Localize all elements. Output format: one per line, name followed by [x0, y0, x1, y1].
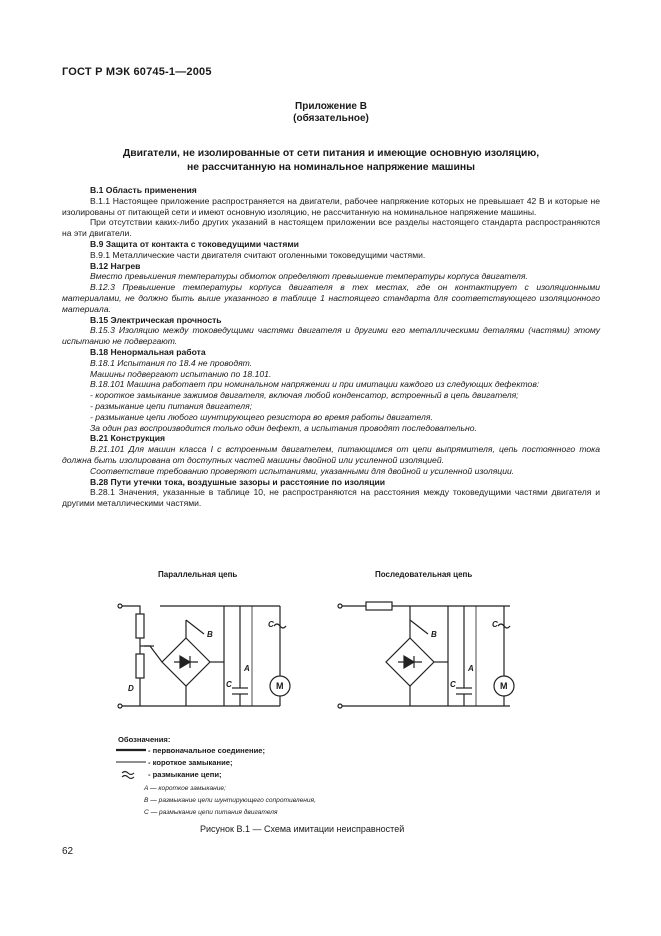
figure-right-title: Последовательная цепь: [375, 570, 473, 579]
input-terminal: [118, 704, 122, 708]
legend-note: C — размыкание цепи питания двигателя: [144, 809, 278, 816]
label-motor-left: M: [276, 681, 284, 691]
input-terminal: [338, 704, 342, 708]
paragraph: В.1.1 Настоящее приложение распространяется на двигатели, рабочее напряжение которых не превышает 42 В и которые не изолированы от питающей сети и имеют основную изоляцию, не рассчитанную на номинальное напряжение машины.: [62, 195, 600, 217]
input-terminal: [338, 604, 342, 608]
legend-note: B — размыкание цепи шунтирующего сопротивления,: [144, 797, 316, 804]
label-a-right: A: [468, 664, 474, 673]
paragraph: В.28.1 Значения, указанные в таблице 10, не распространяются на расстояния между токоведущими частями двигателя и другими металлическими частями.: [62, 487, 600, 509]
legend-item: - короткое замыкание;: [148, 758, 233, 767]
legend-item: - первоначальное соединение;: [148, 746, 265, 755]
paragraph: Вместо превышения температуры обмоток определяют превышение температуры корпуса двигателя.: [90, 271, 528, 282]
appendix-heading-line2: не рассчитанную на номинальное напряжение машины: [186, 162, 476, 173]
diode-symbol: [180, 656, 190, 668]
legend-note: A — короткое замыкание;: [144, 785, 226, 792]
paragraph: В.18.101 Машина работает при номинальном напряжении и при имитации каждого из следующих дефектов:: [90, 379, 540, 390]
series-circuit: [338, 602, 514, 708]
label-c-left: C: [268, 620, 274, 629]
page-number: 62: [62, 846, 74, 857]
appendix-status: (обязательное): [293, 113, 369, 124]
legend-symbols: [116, 745, 148, 781]
list-item: - размыкание цепи питания двигателя;: [90, 400, 253, 411]
section-heading: В.28 Пути утечки тока, воздушные зазоры и расстояние по изоляции: [90, 476, 386, 487]
input-terminal: [118, 604, 122, 608]
wave-symbol: [122, 772, 134, 779]
appendix-heading-line1: Двигатели, не изолированные от сети питания и имеющие основную изоляцию,: [122, 148, 540, 159]
legend-item: - размыкание цепи;: [148, 770, 222, 779]
list-item: - размыкание цепи любого шунтирующего резистора во время работы двигателя.: [90, 411, 433, 422]
paragraph: При отсутствии каких-либо других указаний в настоящем приложении все разделы настоящего стандарта распространяются на эти двигатели.: [62, 217, 600, 239]
legend-title: Обозначения:: [118, 735, 171, 744]
paragraph: В.21.101 Для машин класса I с встроенным двигателем, питающимся от цепи выпрямителя, цепь постоянного тока должна быть изолирована от доступных частей машины двойной или усиленной изоляцией.: [62, 444, 600, 465]
label-d-left: D: [128, 684, 134, 693]
paragraph: За один раз воспроизводится только один дефект, а испытания проводят последовательно.: [90, 422, 477, 433]
diode-symbol: [404, 656, 414, 668]
list-item: - короткое замыкание зажимов двигателя, включая любой конденсатор, встроенный в цепь двигателя;: [90, 390, 519, 401]
paragraph: Машины подвергают испытанию по 18.101.: [90, 368, 272, 379]
paragraph: В.15.3 Изоляцию между токоведущими частями двигателя и другими его металлическими деталями (частями) этому испытанию не подвергают.: [62, 325, 600, 347]
paragraph: В.9.1 Металлические части двигателя считают оголенными токоведущими частями.: [90, 249, 426, 260]
label-cp-left: C: [226, 680, 232, 689]
appendix-title: Приложение В: [295, 101, 367, 112]
figure-left-title: Параллельная цепь: [158, 570, 238, 579]
section-heading: В.15 Электрическая прочность: [90, 314, 222, 325]
section-heading: В.21 Конструкция: [90, 433, 166, 444]
label-c-right: C: [492, 620, 498, 629]
label-b-right: B: [431, 630, 437, 639]
label-a-left: A: [244, 664, 250, 673]
document-header: ГОСТ Р МЭК 60745-1—2005: [62, 66, 212, 78]
label-b-left: B: [207, 630, 213, 639]
label-cp-right: C: [450, 680, 456, 689]
paragraph: В.18.1 Испытания по 18.4 не проводят.: [90, 357, 253, 368]
shunt-resistor: [136, 654, 144, 678]
section-heading: В.12 Нагрев: [90, 260, 141, 271]
section-heading: В.18 Ненормальная работа: [90, 346, 206, 357]
section-heading: В.9 Защита от контакта с токоведущими частями: [90, 238, 299, 249]
figure-caption: Рисунок В.1 — Схема имитации неисправностей: [200, 824, 405, 834]
paragraph: В.12.3 Превышение температуры корпуса двигателя в тех местах, где он контактирует с изоляционными материалами, не должно быть выше указанного в таблице 1 настоящего стандарта для соответствующего изоляционного материала.: [62, 282, 600, 314]
section-heading: В.1 Область применения: [90, 185, 197, 195]
parallel-circuit: [118, 604, 290, 708]
label-motor-right: M: [500, 681, 508, 691]
series-resistor: [366, 602, 392, 610]
paragraph: Соответствие требованию проверяют испытаниями, указанными для двойной и усиленной изоляции.: [90, 465, 515, 476]
series-resistor: [136, 614, 144, 638]
